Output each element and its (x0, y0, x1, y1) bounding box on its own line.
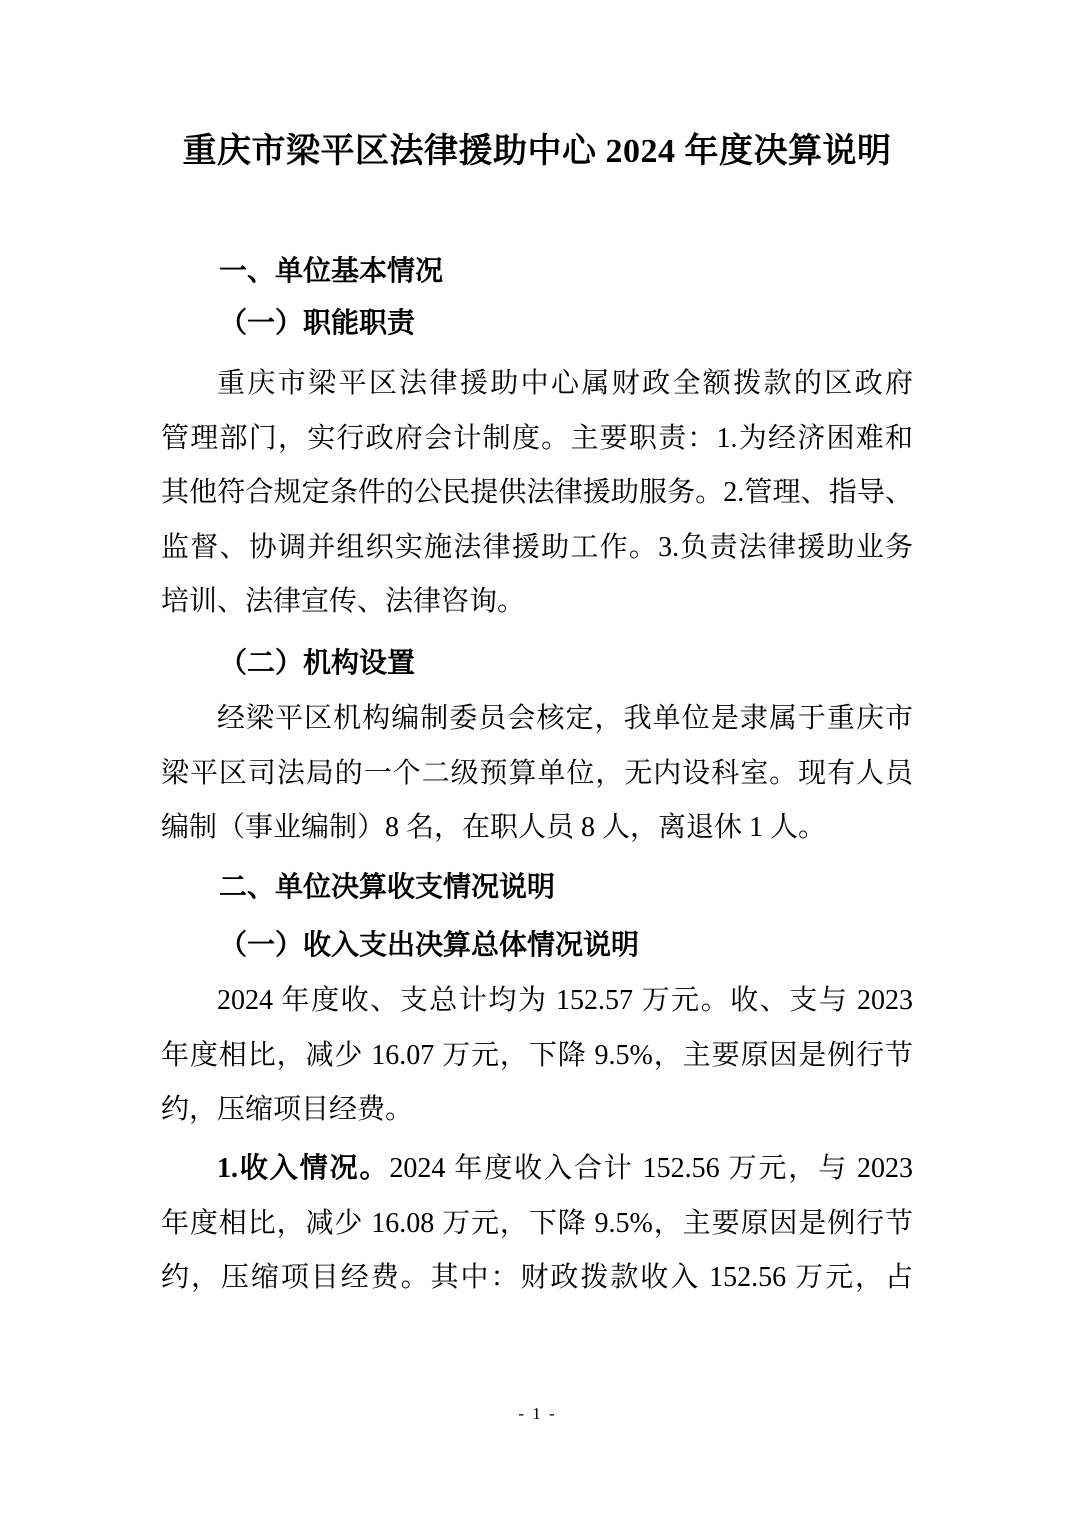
paragraph-income-line: 年度相比，减少 16.08 万元，下降 9.5%，主要原因是例行节 (161, 1207, 913, 1239)
paragraph-duties-line: 培训、法律宣传、法律咨询。 (161, 586, 526, 617)
paragraph-organization-line: 经梁平区机构编制委员会核定，我单位是隶属于重庆市 (217, 703, 913, 734)
subheading-duties: （一）职能职责 (219, 308, 416, 339)
paragraph-duties-line: 管理部门，实行政府会计制度。主要职责：1.为经济困难和 (161, 422, 913, 454)
paragraph-overall-line: 2024 年度收、支总计均为 152.57 万元。收、支与 2023 (217, 985, 913, 1016)
paragraph-income (161, 1142, 913, 1306)
page-number: - 1 - (518, 1404, 557, 1423)
income-line-rest: 2024 年度收入合计 152.56 万元，与 2023 (389, 1153, 913, 1184)
paragraph-organization (161, 692, 913, 856)
income-lead-label: 1.收入情况。 (217, 1153, 390, 1184)
subheading-organization: （二）机构设置 (219, 648, 416, 679)
paragraph-overall-line: 约，压缩项目经费。 (161, 1094, 414, 1125)
paragraph-overall-line: 年度相比，减少 16.07 万元，下降 9.5%，主要原因是例行节 (161, 1039, 913, 1071)
paragraph-income-line: 约，压缩项目经费。其中：财政拨款收入 152.56 万元，占 (161, 1262, 913, 1293)
paragraph-duties (161, 357, 913, 630)
heading-unit-basic-info: 一、单位基本情况 (219, 255, 444, 286)
paragraph-duties-line: 其他符合规定条件的公民提供法律援助服务。2.管理、指导、 (161, 477, 913, 508)
paragraph-duties-line: 监督、协调并组织实施法律援助工作。3.负责法律援助业务 (161, 531, 913, 563)
paragraph-organization-line: 梁平区司法局的一个二级预算单位，无内设科室。现有人员 (161, 757, 913, 789)
paragraph-income-line (161, 1142, 913, 1197)
heading-final-accounts: 二、单位决算收支情况说明 (219, 871, 556, 902)
paragraph-overall (161, 974, 913, 1138)
paragraph-duties-line: 重庆市梁平区法律援助中心属财政全额拨款的区政府 (217, 368, 913, 399)
paragraph-organization-line: 编制（事业编制）8 名，在职人员 8 人，离退休 1 人。 (161, 812, 827, 843)
document-title: 重庆市梁平区法律援助中心 2024 年度决算说明 (182, 133, 892, 170)
subheading-overall-situation: （一）收入支出决算总体情况说明 (219, 930, 640, 961)
